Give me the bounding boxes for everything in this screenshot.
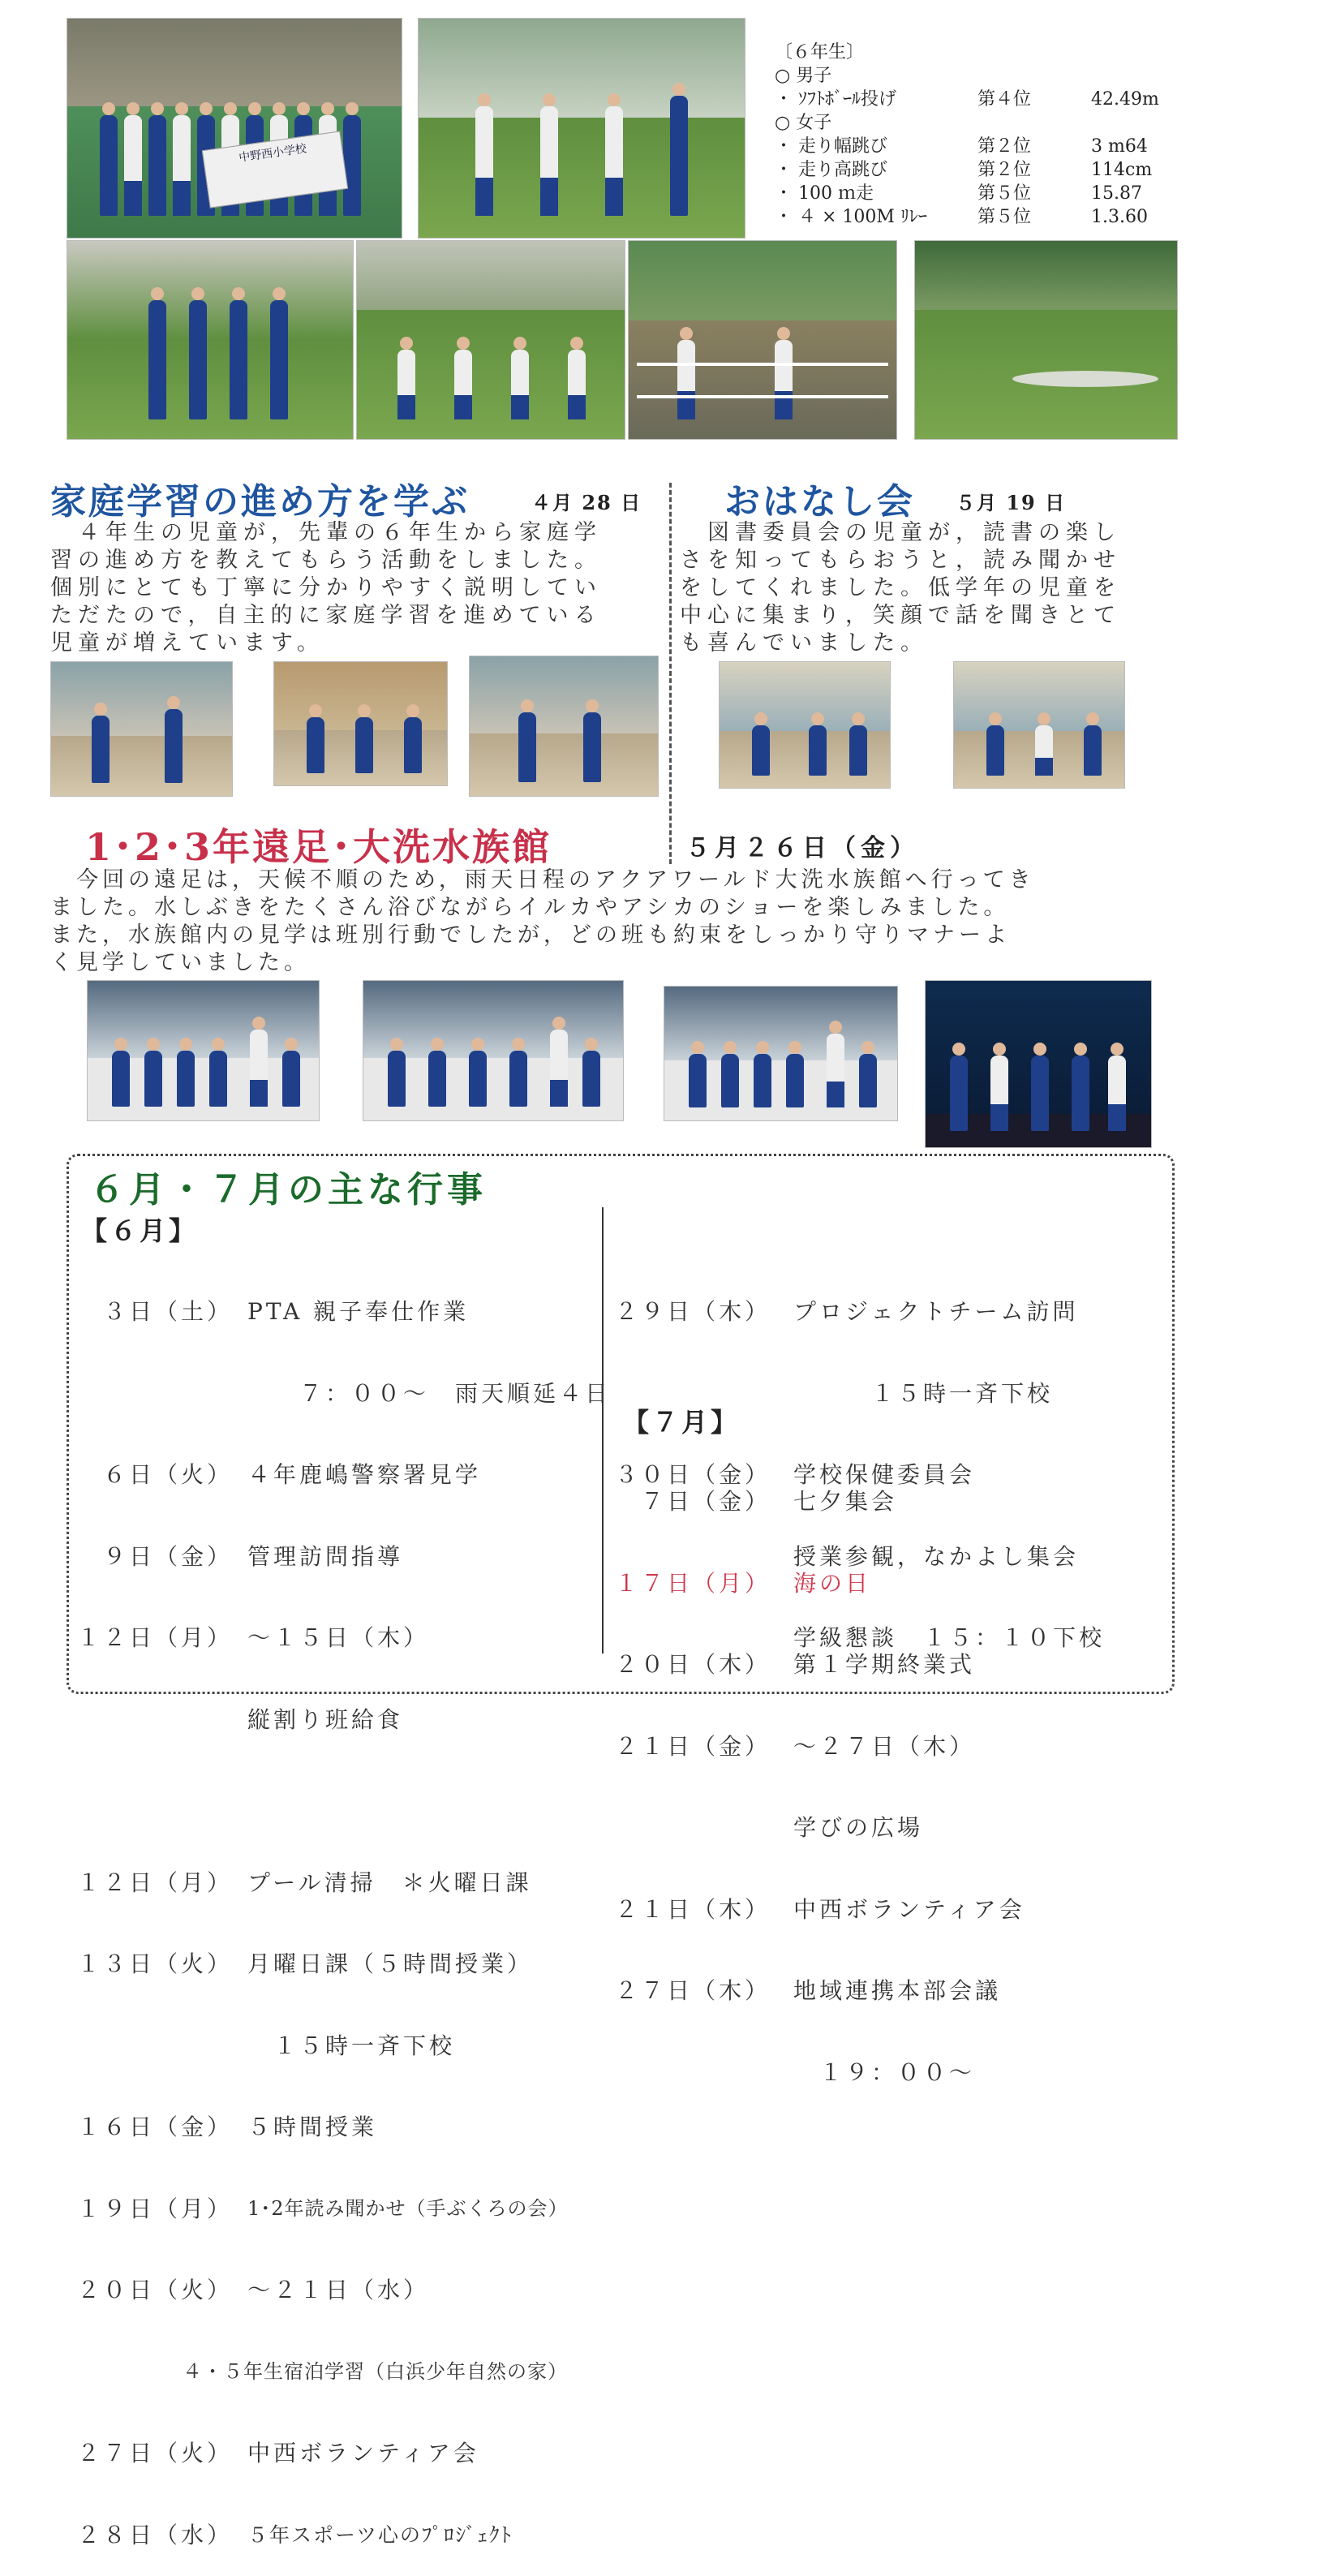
trip-title: 1･2･3年遠足･大洗水族館 <box>85 825 552 869</box>
event-text: 授業参観，なかよし集会 <box>793 1542 1080 1570</box>
event-text: 第１学期終業式 <box>793 1651 976 1678</box>
event-row <box>615 1651 1150 1679</box>
text-line: さを知ってもらおうと，読み聞かせ <box>680 548 1121 573</box>
event-text: 中西ボランティア会 <box>247 2440 479 2466</box>
results-heading: 〔６年生〕 <box>775 42 865 62</box>
event-date: ２０日（火） <box>77 2277 234 2303</box>
text-line: く見学していました。 <box>50 950 310 975</box>
event-text: ４年鹿嶋警察署見学 <box>247 1461 482 1488</box>
event-row <box>77 2440 588 2467</box>
text-line: 習の進め方を教えてもらう活動をしました。 <box>50 548 602 573</box>
photo-aquarium-group-2 <box>363 980 624 1121</box>
result-event: ・ 走り幅跳び <box>775 136 887 157</box>
event-row <box>77 2195 588 2223</box>
event-row <box>77 1787 588 1815</box>
event-row <box>615 1298 1150 1326</box>
event-row <box>615 1814 1150 1842</box>
event-row <box>615 2059 1150 2087</box>
result-rank: 第５位 <box>977 207 1032 227</box>
july-label: 【７月】 <box>623 1407 741 1438</box>
result-row <box>775 135 1188 158</box>
event-row-holiday <box>615 1570 1150 1598</box>
event-row <box>77 2114 588 2141</box>
event-text: ５年スポーツ心のﾌﾟﾛｼﾞｪｸﾄ <box>247 2522 513 2547</box>
story-text <box>680 519 1121 657</box>
event-text: ～２１日（水） <box>247 2277 430 2303</box>
event-text: 地域連携本部会議 <box>793 1977 1002 2004</box>
event-row <box>615 1733 1150 1761</box>
photo-study-3 <box>469 656 659 797</box>
text-line: 個別にとても丁寧に分かりやすく説明してい <box>50 575 602 600</box>
event-row <box>615 1488 1150 1516</box>
photo-four-girls <box>418 18 745 239</box>
home-study-date: ４月 28 日 <box>531 491 642 514</box>
event-text: ～２７日（木） <box>793 1732 976 1760</box>
column-divider <box>669 483 672 864</box>
result-event: ・ ４ × 100M ﾘﾚｰ <box>775 207 927 227</box>
event-text: 学級懇談 １５：１０下校 <box>793 1624 1106 1651</box>
photo-aquarium-tank <box>925 980 1152 1148</box>
result-record: 42.49m <box>1091 89 1159 110</box>
july-events <box>615 1434 1150 2114</box>
story-title: おはなし会 <box>724 481 915 523</box>
result-event: ・ ｿﾌﾄﾎﾞｰﾙ投げ <box>775 89 896 110</box>
event-text: １９：００～ <box>793 2058 976 2086</box>
text-line: 図書委員会の児童が，読書の楽し <box>680 520 1121 545</box>
event-row <box>77 1298 588 1326</box>
event-text: 学びの広場 <box>793 1814 924 1841</box>
event-date: １２日（月） <box>77 1869 234 1896</box>
photo-four-kids-standing <box>67 240 354 440</box>
trip-date: ５月２６日（金） <box>685 834 919 862</box>
event-row <box>77 2359 588 2386</box>
event-date: ３０日（金） <box>615 1461 771 1488</box>
result-rank: 第２位 <box>977 160 1032 180</box>
result-record: 1.3.60 <box>1091 207 1148 227</box>
event-text: １５時一斉下校 <box>793 1379 1054 1407</box>
result-rank: 第２位 <box>977 136 1032 157</box>
event-text: ～１５日（木） <box>247 1624 430 1651</box>
photo-study-1 <box>50 661 233 797</box>
event-date: ２１日（木） <box>615 1895 771 1923</box>
event-text: 縦割り班給食 <box>247 1705 404 1733</box>
event-text: 学校保健委員会 <box>793 1461 976 1488</box>
event-date: １２日（月） <box>77 1624 234 1651</box>
sports-results <box>775 41 1188 229</box>
event-row <box>77 2032 588 2060</box>
result-row <box>775 182 1188 205</box>
event-date: ９日（金） <box>77 1542 234 1570</box>
text-line: をしてくれました。低学年の児童を <box>680 575 1121 600</box>
photo-hurdles <box>628 240 897 440</box>
event-date: １７日（月） <box>615 1569 771 1597</box>
home-study-title: 家庭学習の進め方を学ぶ <box>50 481 470 523</box>
event-row <box>77 2277 588 2304</box>
june-label: 【６月】 <box>81 1215 199 1246</box>
boys-label: ○ 男子 <box>775 66 832 86</box>
photo-four-kids-sitting <box>356 240 625 440</box>
event-date: ２７日（火） <box>77 2440 234 2466</box>
event-text: 1･2年読み聞かせ（手ぶくろの会） <box>247 2196 569 2220</box>
result-rank: 第４位 <box>977 89 1032 110</box>
text-line: また，水族館内の見学は班別行動でしたが，どの班も約束をしっかり守りマナーよ <box>50 922 1011 948</box>
text-line: も喜んでいました。 <box>680 630 928 656</box>
event-date: ２８日（水） <box>77 2521 234 2548</box>
text-line: 児童が増えています。 <box>50 630 324 656</box>
event-text: PTA 親子奉仕作業 <box>247 1298 470 1325</box>
photo-story-1 <box>719 661 891 789</box>
result-row <box>775 88 1188 111</box>
photo-story-2 <box>953 661 1125 789</box>
event-text: プール清掃 ＊火曜日課 <box>247 1869 532 1896</box>
event-row <box>77 1706 588 1734</box>
event-date: １６日（金） <box>77 2114 234 2140</box>
event-text: プロジェクトチーム訪問 <box>793 1298 1079 1325</box>
event-row <box>77 1461 588 1489</box>
text-line: 中心に集まり，笑顔で話を聞きとて <box>680 603 1121 628</box>
result-row <box>775 205 1188 229</box>
text-line: ４年生の児童が，先輩の６年生から家庭学 <box>50 520 602 545</box>
event-text: ４・５年生宿泊学習（白浜少年自然の家） <box>183 2359 568 2383</box>
june-events <box>77 1244 612 2576</box>
event-date: ２１日（金） <box>615 1732 771 1760</box>
result-rank: 第５位 <box>977 183 1032 204</box>
event-row <box>77 2522 588 2549</box>
photo-aquarium-group-1 <box>87 980 320 1121</box>
girls-label: ○ 女子 <box>775 113 832 133</box>
event-row <box>77 1869 588 1897</box>
result-record: 15.87 <box>1091 183 1142 204</box>
result-event: ・ 走り高跳び <box>775 160 887 180</box>
event-text: 月曜日課（５時間授業） <box>247 1950 534 1977</box>
home-study-text <box>50 519 602 657</box>
event-text: ７：００～ 雨天順延４日 <box>247 1379 612 1407</box>
event-date: ２０日（木） <box>615 1651 771 1678</box>
event-text: 海の日 <box>793 1569 872 1597</box>
result-record: 3 m64 <box>1091 136 1148 157</box>
photo-aquarium-group-3 <box>664 986 898 1121</box>
photo-team-banner <box>67 18 402 239</box>
event-row <box>615 1977 1150 2005</box>
event-row <box>77 1543 588 1571</box>
event-date: ７日（金） <box>615 1488 771 1515</box>
events-divider <box>602 1207 604 1654</box>
event-date: ６日（火） <box>77 1461 234 1488</box>
event-date: ２７日（木） <box>615 1977 771 2004</box>
event-text: ５時間授業 <box>247 2114 378 2140</box>
text-line: 今回の遠足は，天候不順のため，雨天日程のアクアワールド大洗水族館へ行ってき <box>50 867 1035 892</box>
text-line: ました。水しぶきをたくさん浴びながらイルカやアシカのショーを楽しみました。 <box>50 895 1010 920</box>
photo-study-2 <box>273 661 448 786</box>
event-date: １９日（月） <box>77 2195 234 2222</box>
event-date: ２９日（木） <box>615 1298 771 1325</box>
event-text: 七夕集会 <box>793 1488 898 1515</box>
event-row <box>77 1950 588 1978</box>
event-date: １３日（火） <box>77 1950 234 1977</box>
event-row <box>77 1624 588 1652</box>
trip-text <box>50 867 1035 977</box>
text-line: ただたので，自主的に家庭学習を進めている <box>50 603 602 628</box>
result-record: 114cm <box>1091 160 1153 180</box>
event-text: 管理訪問指導 <box>247 1542 404 1570</box>
result-event: ・ 100 ｍ走 <box>775 183 874 204</box>
event-row <box>77 1379 612 1408</box>
banner-text: 中野西小学校 <box>238 142 307 165</box>
result-row <box>775 158 1188 182</box>
event-date: ３日（土） <box>77 1298 234 1325</box>
event-row <box>615 1896 1150 1924</box>
photo-field <box>914 240 1178 440</box>
event-text: １５時一斉下校 <box>247 2032 456 2059</box>
events-title: ６月・７月の主な行事 <box>89 1169 487 1211</box>
event-text: 中西ボランティア会 <box>793 1895 1025 1923</box>
story-date: ５月 19 日 <box>956 491 1067 514</box>
